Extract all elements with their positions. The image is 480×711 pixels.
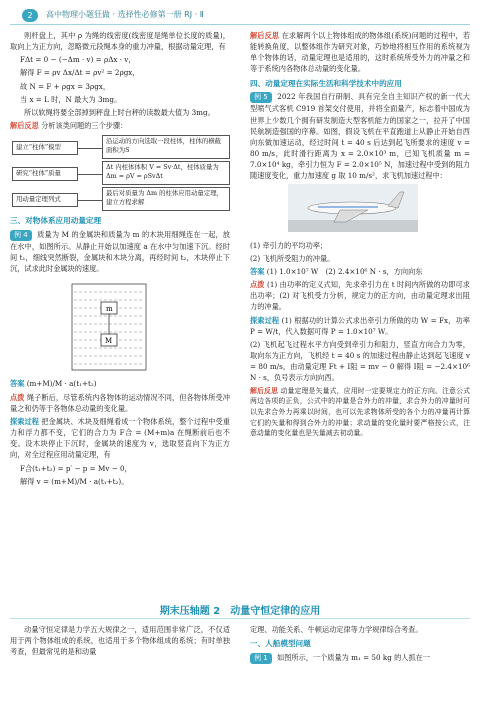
example-text: 如图所示，一个质量为 m₁ = 50 kg 的人抓在一 xyxy=(276,652,431,662)
connector-line xyxy=(78,200,102,201)
example-badge: 例 4 xyxy=(10,230,32,241)
reflection-2 xyxy=(250,386,470,440)
reflection-label: 解后反思 xyxy=(250,31,280,40)
explore-label: 探索过程 xyxy=(250,315,280,325)
question-1: (1) 牵引力的平均功率； xyxy=(250,240,328,250)
label-m: m xyxy=(106,305,113,314)
answer-label: 答案 xyxy=(250,266,265,276)
explore-text: 把金属块、木块及细绳看成一个物体系统，整个过程中受重力和浮力都不变，它们的合力为 F合 = (M+m)a 在绳断前后也不变。设木块停止下沉时，金属块的速度为 v，选取竖直向下为正方向，对全过程应用动量定理，有 xyxy=(10,416,230,460)
point xyxy=(250,279,470,312)
paragraph: 则杆盘上，其中 ρ 为绳的线密度(线密度是绳单位长度的质量)，取向上为正方向，忽略微元段绳本身的重力冲量，根据动量定理，有 xyxy=(10,31,230,52)
connector-line xyxy=(78,174,102,175)
flow-desc-1: 沿运动的方向选取一段柱体，柱体的横截面积为S xyxy=(102,135,230,159)
example-text: 质量为 M 的金属块和质量为 m 的木块用细绳连在一起，放在水中，如图所示。从静止开始以加速度 a 在水中匀加速下沉。经时间 t₁，细线突然断裂，金属块和木块分离，再经时间 t₂，木块停止下沉，试求此时金属块的速度。 xyxy=(10,230,230,274)
flow-step-3: 用动量定理列式 xyxy=(12,193,78,207)
question-2: (2) 飞机所受阻力的冲量。 xyxy=(250,253,335,263)
summary-text: 分析该类问题的三个步骤： xyxy=(41,121,128,131)
answer-text: (1) 1.0×10⁷ W (2) 2.4×10⁶ N · s，方向向东 xyxy=(266,266,423,276)
example-text: 2022 年我国自行研制、具有完全自主知识产权的新一代大型喷气式客机 C919 首架交付使用，并将全面量产，标志着中国成为世界上少数几个拥有研发制造大型客机能力的国家之一，拉开了中国民航制造强国的序幕。如图，假设飞机在平直跑道上从静止开始自西向东做加速运动，经过时间 t = 40 s 后达到起飞所要求的速度 v = 80 m/s，此时滑行距离为 x = 2.0×10³ m，已知飞机质量 m = 7.0×10⁴ kg，牵引力恒为 F = 2.0×10⁵ N，加速过程中受到的阻力随速度变化，重力加速度 g 取 10 m/s²，求飞机加速过程中： xyxy=(250,92,470,181)
summary-label: 解后反思 xyxy=(10,121,39,131)
section-heading: 三、对物体系应用动量定理 xyxy=(10,216,102,226)
paragraph: 定理、功能关系、牛顿运动定律等力学规律综合考查。 xyxy=(250,625,423,634)
example-5 xyxy=(250,91,470,181)
flow-diagram xyxy=(10,133,230,211)
equation: 解得 v = (m+M)/M · a(t₁+t₂)。 xyxy=(20,476,129,486)
equation: 解得 F = ρv Δx/Δt = ρv² = 2ρgx， xyxy=(20,68,140,78)
equation: 故 N = F + ρgx = 3ρgx， xyxy=(20,81,111,91)
reflection-text: 动量定理是矢量式，应用时一定要规定力的正方向。注意公式两边各项的正负，公式中的冲量是合外力的冲量，求合外力的冲量时可以先求合外力再乘以时间，也可以先求物体所受的各个力的冲量再计算它们的矢量和得到合外力的冲量；求动量的变化量时要严格按公式，注意动量的变化量也是矢量减去初动量。 xyxy=(250,386,470,438)
book-title: 高中物理小题狂做 · 选择性必修第一册 RJ · Ⅱ xyxy=(46,10,204,19)
explore xyxy=(10,416,230,461)
flow-step-2: 研究“柱体”质量 xyxy=(12,167,78,181)
airplane-svg xyxy=(288,184,418,232)
connector-line xyxy=(78,148,102,149)
page-number: 2 xyxy=(22,9,38,22)
point-label: 点拨 xyxy=(10,392,25,402)
example-4 xyxy=(10,229,230,274)
chapter-title: 期末压轴题 2 动量守恒定律的应用 xyxy=(159,606,321,617)
reflection-text: 在求解两个以上物体组成的物体组(系统)问题的过程中，若能转换角度，以整体组作为研究对象，巧妙地将相互作用的系统视为单个物体的话，动量定理也是适用的，这时系统所受外力的冲量之和等于系统内各物体总动量的变化量。 xyxy=(250,31,470,74)
answer-text: (m+M)/M · a(t₁+t₂) xyxy=(26,379,97,389)
paragraph: 所以软绳将要全部掉到秤盘上时台秤的读数最大值为 3mg。 xyxy=(24,107,215,117)
flow-desc-3: 最后对质量为 Δm 的柱体应用动量定理，建立方程求解 xyxy=(102,187,230,211)
answer xyxy=(250,266,470,277)
paragraph: 动量守恒定律是力学五大规律之一，适用范围非常广泛，不仅适用于两个物体组成的系统，也适用于多个物体组成的系统；有时单独考查，但最常见的是和动量 xyxy=(10,625,230,657)
water-figure xyxy=(10,278,230,374)
example-badge: 例 1 xyxy=(250,653,272,664)
reflection xyxy=(250,30,470,75)
point-label: 点拨 xyxy=(250,280,265,290)
explore xyxy=(250,315,470,337)
reflection-label: 解后反思 xyxy=(250,386,279,395)
bottom-right-text xyxy=(250,624,470,666)
example-badge: 例 5 xyxy=(250,92,272,103)
water-figure-svg xyxy=(10,278,230,374)
explore-text-1: (1) 根据功的计算公式求出牵引力所做的功 W = Fx，功率 P = W/t，代入数据可得 P = 1.0×10⁷ W。 xyxy=(250,315,470,336)
flow-step-1: 建立“柱体”模型 xyxy=(12,141,78,155)
summary xyxy=(10,120,230,131)
runway xyxy=(288,220,418,232)
equation: F合(t₁+t₂) = p′ − p = Mv − 0， xyxy=(20,463,132,473)
explore-text-2: (2) 飞机起飞过程水平方向受到牵引力和阻力，竖直方向合力为零，取向东为正方向，飞机经 t = 40 s 的加速过程由静止达到起飞速度 v = 80 m/s，由动量定理 Ft + I阻 = mv − 0 解得 I阻 = −2.4×10⁶ N · s，负号表示方向向西。 xyxy=(250,339,470,383)
answer-label: 答案 xyxy=(10,379,25,389)
section-heading: 四、动量定理在实际生活和科学技术中的应用 xyxy=(250,78,402,88)
divider xyxy=(10,618,470,619)
bottom-left-text xyxy=(10,624,230,659)
right-column xyxy=(250,30,470,441)
equation: FΔt = 0 − (−Δm · v) = ρΔx · v， xyxy=(20,55,136,65)
example-1 xyxy=(250,652,470,664)
page-header xyxy=(10,8,470,25)
point-text: (1) 由功率的定义式知，先求牵引力在 t 时间内所做的功即可求出功率；(2) 对飞机受力分析，规定力的正方向，由动量定理求出阻力的冲量。 xyxy=(250,280,470,312)
point xyxy=(10,392,230,414)
point-text: 绳子断后，尽管系统内各物体的运动情况不同，但各物体所受冲量之和仍等于各物体总动量的变化量。 xyxy=(10,392,230,413)
airplane-photo xyxy=(288,184,470,235)
explore-label: 探索过程 xyxy=(10,416,40,426)
section-heading: 一、人船模型问题 xyxy=(250,639,311,649)
flow-desc-2: Δt 内柱体体积 V = Sv·Δt，柱体质量为 Δm = ρV = ρSvΔt xyxy=(102,161,230,185)
answer xyxy=(10,378,230,389)
equation: 当 x = L 时，N 最大为 3mg。 xyxy=(20,94,122,104)
label-M: M xyxy=(105,337,113,346)
left-column xyxy=(10,30,230,489)
